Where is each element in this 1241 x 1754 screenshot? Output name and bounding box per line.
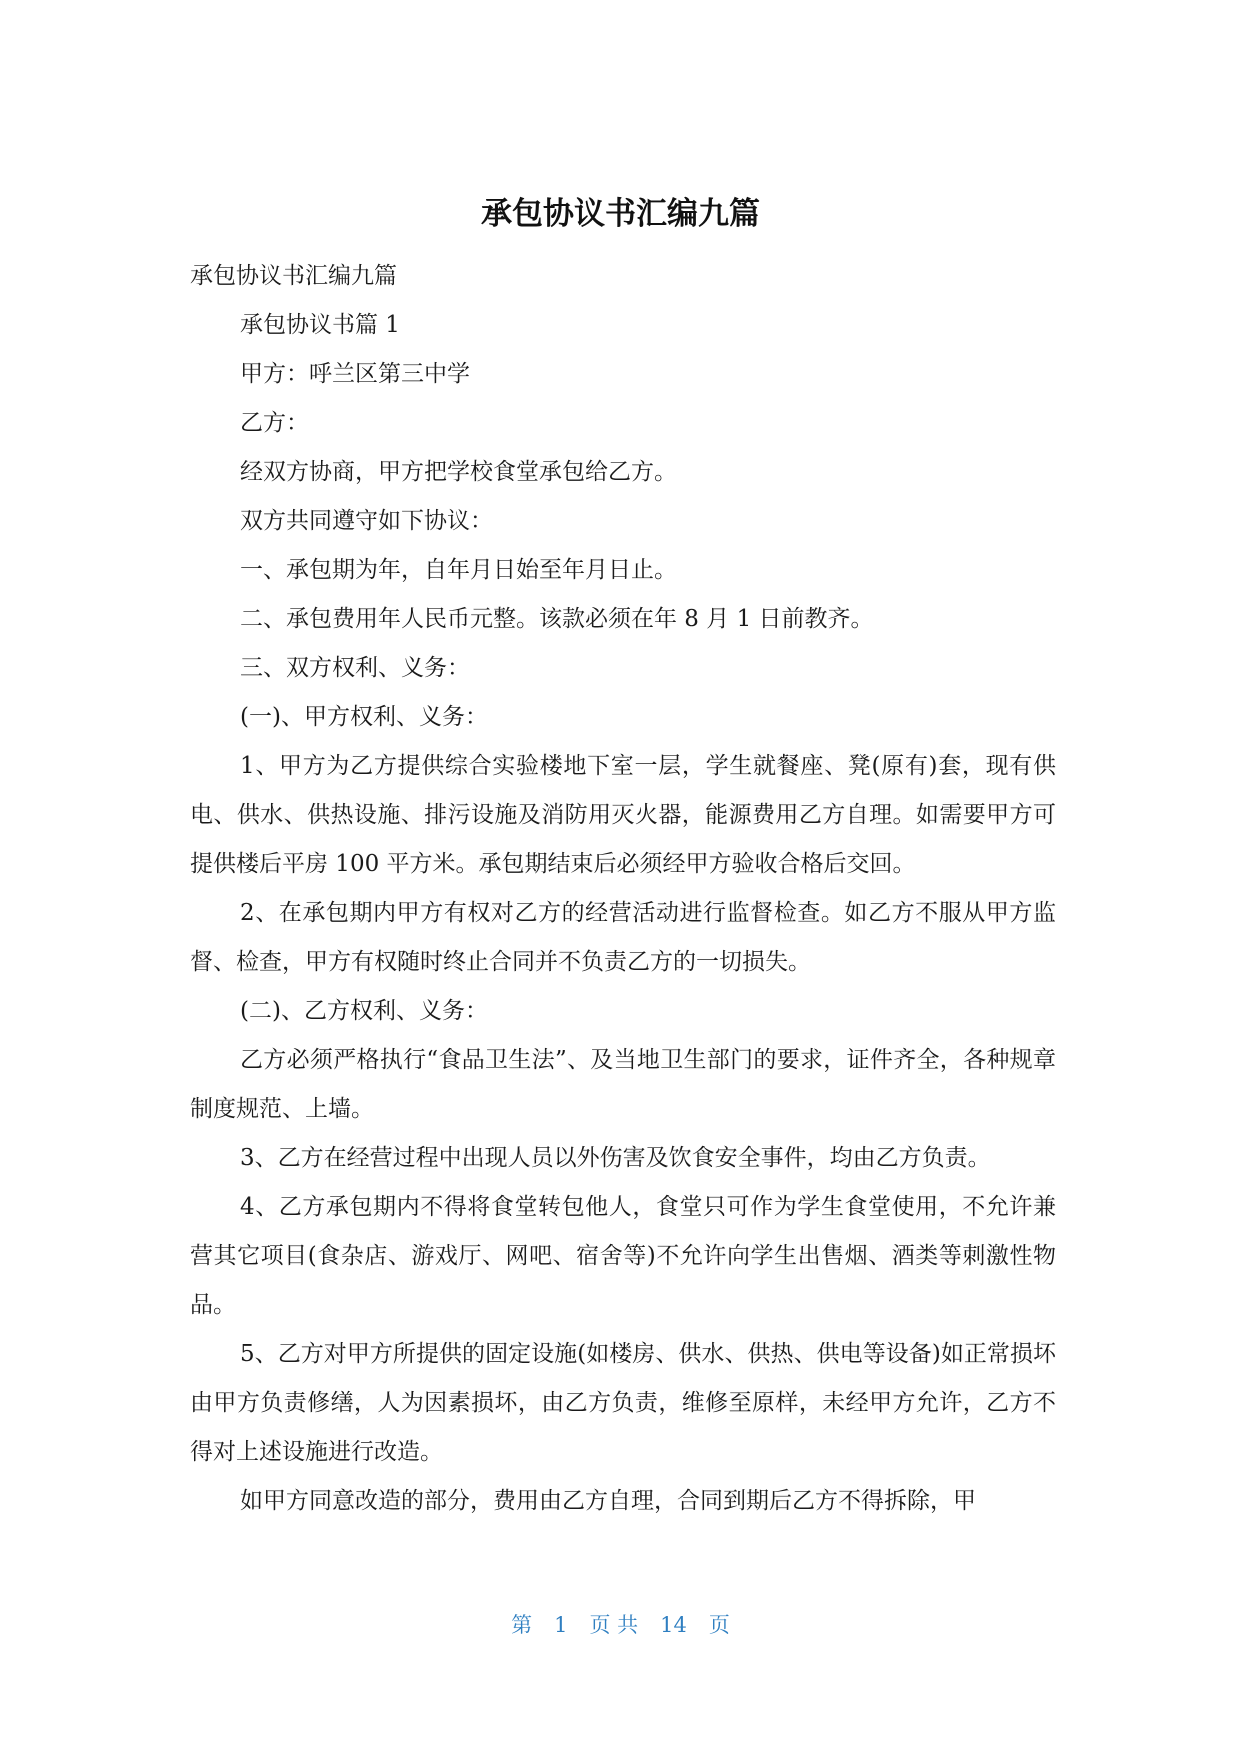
clause-2: 二、承包费用年人民币元整。该款必须在年 8 月 1 日前教齐。 <box>240 606 874 632</box>
paragraph: 1、甲方为乙方提供综合实验楼地下室一层，学生就餐座、凳(原有)套，现有供电、供水、供热设施、排污设施及消防用灭火器，能源费用乙方自理。如需要甲方可提供楼后平房 100 平方米。承包期结束后必须经甲方验收合格后交回。 <box>190 753 1056 877</box>
subclause-heading: (二)、乙方权利、义务： <box>240 998 488 1024</box>
subclause-heading: (一)、甲方权利、义务： <box>240 704 488 730</box>
paragraph: 双方共同遵守如下协议： <box>240 508 493 534</box>
paragraph: 5、乙方对甲方所提供的固定设施(如楼房、供水、供热、供电等设备)如正常损坏由甲方负责修缮，人为因素损坏，由乙方负责，维修至原样，未经甲方允许，乙方不得对上述设施进行改造。 <box>190 1341 1056 1465</box>
paragraph: 如甲方同意改造的部分，费用由乙方自理，合同到期后乙方不得拆除，甲 <box>240 1488 976 1514</box>
paragraph: 3、乙方在经营过程中出现人员以外伤害及饮食安全事件，均由乙方负责。 <box>240 1145 991 1171</box>
document-body <box>190 252 1056 1526</box>
paragraph: 经双方协商，甲方把学校食堂承包给乙方。 <box>240 459 677 485</box>
footer-suffix: 页 <box>708 1613 730 1637</box>
page-footer <box>0 1610 1241 1640</box>
document-title: 承包协议书汇编九篇 <box>481 196 760 232</box>
clause-1: 一、承包期为年，自年月日始至年月日止。 <box>240 557 677 583</box>
footer-middle: 页 共 <box>589 1613 639 1637</box>
footer-prefix: 第 <box>511 1613 533 1637</box>
section-heading: 承包协议书篇 1 <box>240 312 400 338</box>
party-b-line: 乙方： <box>240 410 309 436</box>
subtitle-paragraph: 承包协议书汇编九篇 <box>190 263 397 289</box>
clause-3: 三、双方权利、义务： <box>240 655 470 681</box>
party-a-line: 甲方：呼兰区第三中学 <box>240 361 470 387</box>
paragraph: 2、在承包期内甲方有权对乙方的经营活动进行监督检查。如乙方不服从甲方监督、检查，甲方有权随时终止合同并不负责乙方的一切损失。 <box>190 900 1056 975</box>
paragraph: 乙方必须严格执行“食品卫生法”、及当地卫生部门的要求，证件齐全，各种规章制度规范、上墙。 <box>190 1047 1056 1122</box>
footer-total-pages: 14 <box>660 1613 687 1637</box>
paragraph: 4、乙方承包期内不得将食堂转包他人，食堂只可作为学生食堂使用，不允许兼营其它项目(食杂店、游戏厅、网吧、宿舍等)不允许向学生出售烟、酒类等刺激性物品。 <box>190 1194 1056 1318</box>
footer-current-page: 1 <box>554 1613 568 1637</box>
